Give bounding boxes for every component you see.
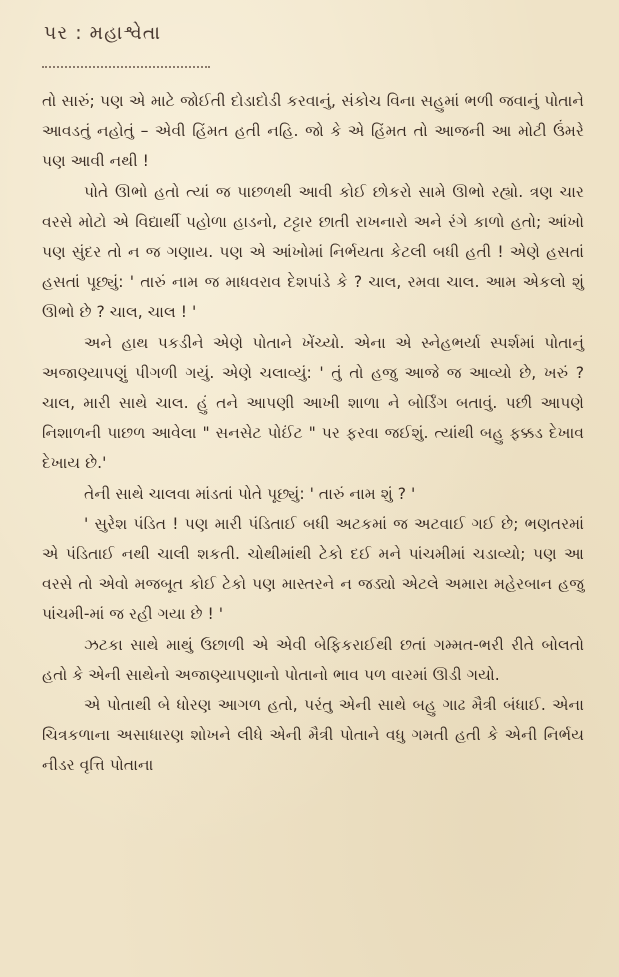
paragraph-2: પોતે ઊભો હતો ત્યાં જ પાછળથી આવી કોઈ છોકરો સામે ઊભો રહ્યો. ત્રણ ચાર વરસે મોટો એ વિદ્યાર્થી પહોળા હાડનો, ટટ્ટાર છાતી રાખનારો અને રંગે કાળો હતો; આંખો પણ સુંદર તો ન જ ગણાય. પણ એ આંખોમાં નિર્ભયતા કેટલી બધી હતી ! એણે હસતાં હસતાં પૂછ્યું: ' તારું નામ જ માધવરાવ દેશપાંડે કે ? ચાલ, રમવા ચાલ. આમ એકલો શું ઊભો છે ? ચાલ, ચાલ ! ' bbox=[42, 182, 584, 322]
paragraph-1: તો સારું; પણ એ માટે જોઈતી દોડાદોડી કરવાનું, સંકોચ વિના સહુમાં ભળી જવાનું પોતાને આવડતું નહોતું – એવી હિંમત હતી નહિ. જો કે એ હિંમત તો આજની આ મોટી ઉંમરે પણ આવી નથી ! bbox=[42, 92, 584, 171]
header-separator: : bbox=[75, 22, 83, 44]
paragraph-6: ઝટકા સાથે માથું ઉછાળી એ એવી બેફિકરાઈથી છતાં ગમ્મત-ભરી રીતે બોલતો હતો કે એની સાથેનો અજાણ્યાપણાનો પોતાનો ભાવ પળ વારમાં ઊડી ગયો. bbox=[42, 635, 584, 684]
body-text bbox=[42, 86, 584, 781]
page-number: પર bbox=[44, 22, 69, 44]
running-header bbox=[44, 22, 161, 44]
paragraph-3: અને હાથ પકડીને એણે પોતાને ખેંચ્યો. એના એ સ્નેહભર્યા સ્પર્શમાં પોતાનું અજાણ્યાપણું પીગળી ગયું. એણે ચલાવ્યું: ' તું તો હજુ આજે જ આવ્યો છે, ખરું ? ચાલ, મારી સાથે ચાલ. હું તને આપણી આખી શાળા ને બોર્ડિંગ બતાવું. પછી આપણે નિશાળની પાછળ આવેલા " સનસેટ પોઈંટ " પર ફરવા જઈશું. ત્યાંથી બહુ ફક્કડ દેખાવ દેખાય છે.' bbox=[42, 333, 584, 473]
paragraph-4: તેની સાથે ચાલવા માંડતાં પોતે પૂછ્યું: ' તારું નામ શું ? ' bbox=[84, 484, 416, 503]
paragraph-5: ' સુરેશ પંડિત ! પણ મારી પંડિતાઈ બધી અટકમાં જ અટવાઈ ગઈ છે; ભણતરમાં એ પંડિતાઈ નથી ચાલી શકતી. ચોથીમાંથી ટેકો દઈ મને પાંચમીમાં ચડાવ્યો; પણ આ વરસે તો એવો મજબૂત કોઈ ટેકો પણ માસ્તરને ન જડ્યો એટલે અમારા મહેરબાન હજુ પાંચમી-માં જ રહી ગયા છે ! ' bbox=[42, 514, 584, 624]
header-divider bbox=[42, 66, 210, 68]
book-title: મહાશ્વેતા bbox=[89, 22, 162, 44]
paragraph-7: એ પોતાથી બે ધોરણ આગળ હતો, પરંતુ એની સાથે બહુ ગાઢ મૈત્રી બંધાઈ. એના ચિત્રકળાના અસાધારણ શોખને લીધે એની મૈત્રી પોતાને વધુ ગમતી હતી કે એની નિર્ભય નીડર વૃત્તિ પોતાના bbox=[42, 696, 584, 775]
